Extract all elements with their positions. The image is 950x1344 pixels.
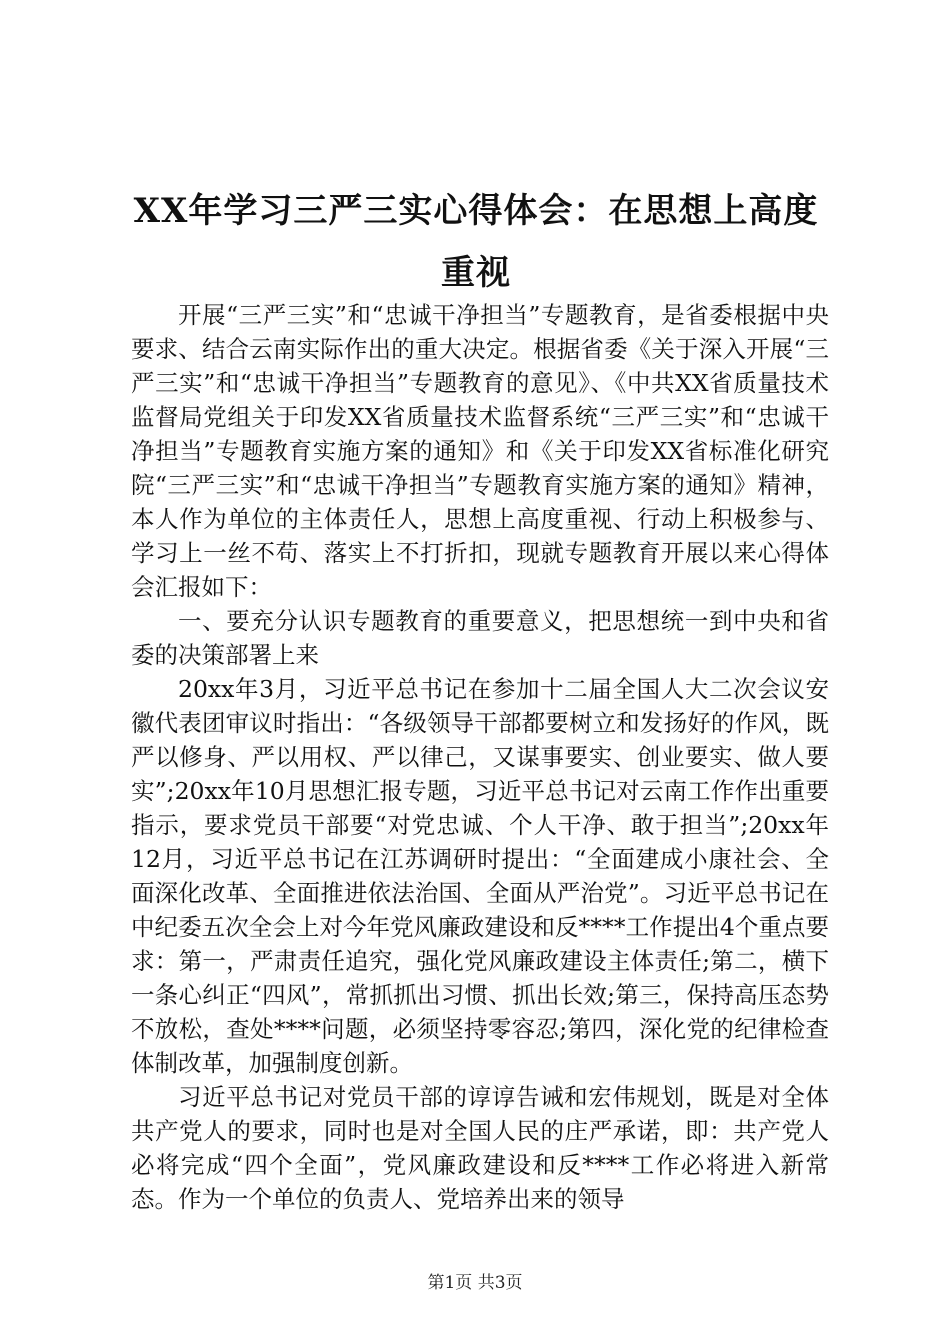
document-title: XX年学习三严三实心得体会：在思想上高度重视 — [133, 191, 819, 293]
paragraph-intro: 开展“三严三实”和“忠诚干净担当”专题教育，是省委根据中央要求、结合云南实际作出的重大决定。根据省委《关于深入开展“三严三实”和“忠诚干净担当”专题教育的意见》、《中共XX省质量技术监督局党组关于印发XX省质量技术监督系统“三严三实”和“忠诚干净担当”专题教育实施方案的通知》和《关于印发XX省标准化研究院“三严三实”和“忠诚干净担当”专题教育实施方案的通知》精神，本人作为单位的主体责任人，思想上高度重视、行动上积极参与、学习上一丝不苟、落实上不打折扣，现就专题教育开展以来心得体会汇报如下： — [131, 301, 829, 601]
paragraph-speech-quotes: 20xx年3月，习近平总书记在参加十二届全国人大二次会议安徽代表团审议时指出：“各级领导干部都要树立和发扬好的作风，既严以修身、严以用权、严以律己，又谋事要实、创业要实、做人要实”;20xx年10月思想汇报专题，习近平总书记对云南工作作出重要指示，要求党员干部要“对党忠诚、个人干净、敢于担当”;20xx年12月，习近平总书记在江苏调研时提出：“全面建成小康社会、全面深化改革、全面推进依法治国、全面从严治党”。习近平总书记在中纪委五次全会上对今年党风廉政建设和反****工作提出4个重点要求：第一，严肃责任追究，强化党风廉政建设主体责任;第二，横下一条心纠正“四风”，常抓抓出习惯、抓出长效;第三，保持高压态势不放松，查处****问题，必须坚持零容忍;第四，深化党的纪律检查体制改革，加强制度创新。 — [131, 675, 829, 1077]
section-heading-1: 一、要充分认识专题教育的重要意义，把思想统一到中央和省委的决策部署上来 — [131, 607, 829, 669]
paragraph-reflection: 习近平总书记对党员干部的谆谆告诫和宏伟规划，既是对全体共产党人的要求，同时也是对全国人民的庄严承诺，即：共产党人必将完成“四个全面”，党风廉政建设和反****工作必将进入新常态。作为一个单位的负责人、党培养出来的领导 — [131, 1083, 829, 1213]
document-body — [131, 298, 829, 1216]
page-number-footer: 第1页 共3页 — [427, 1273, 523, 1293]
